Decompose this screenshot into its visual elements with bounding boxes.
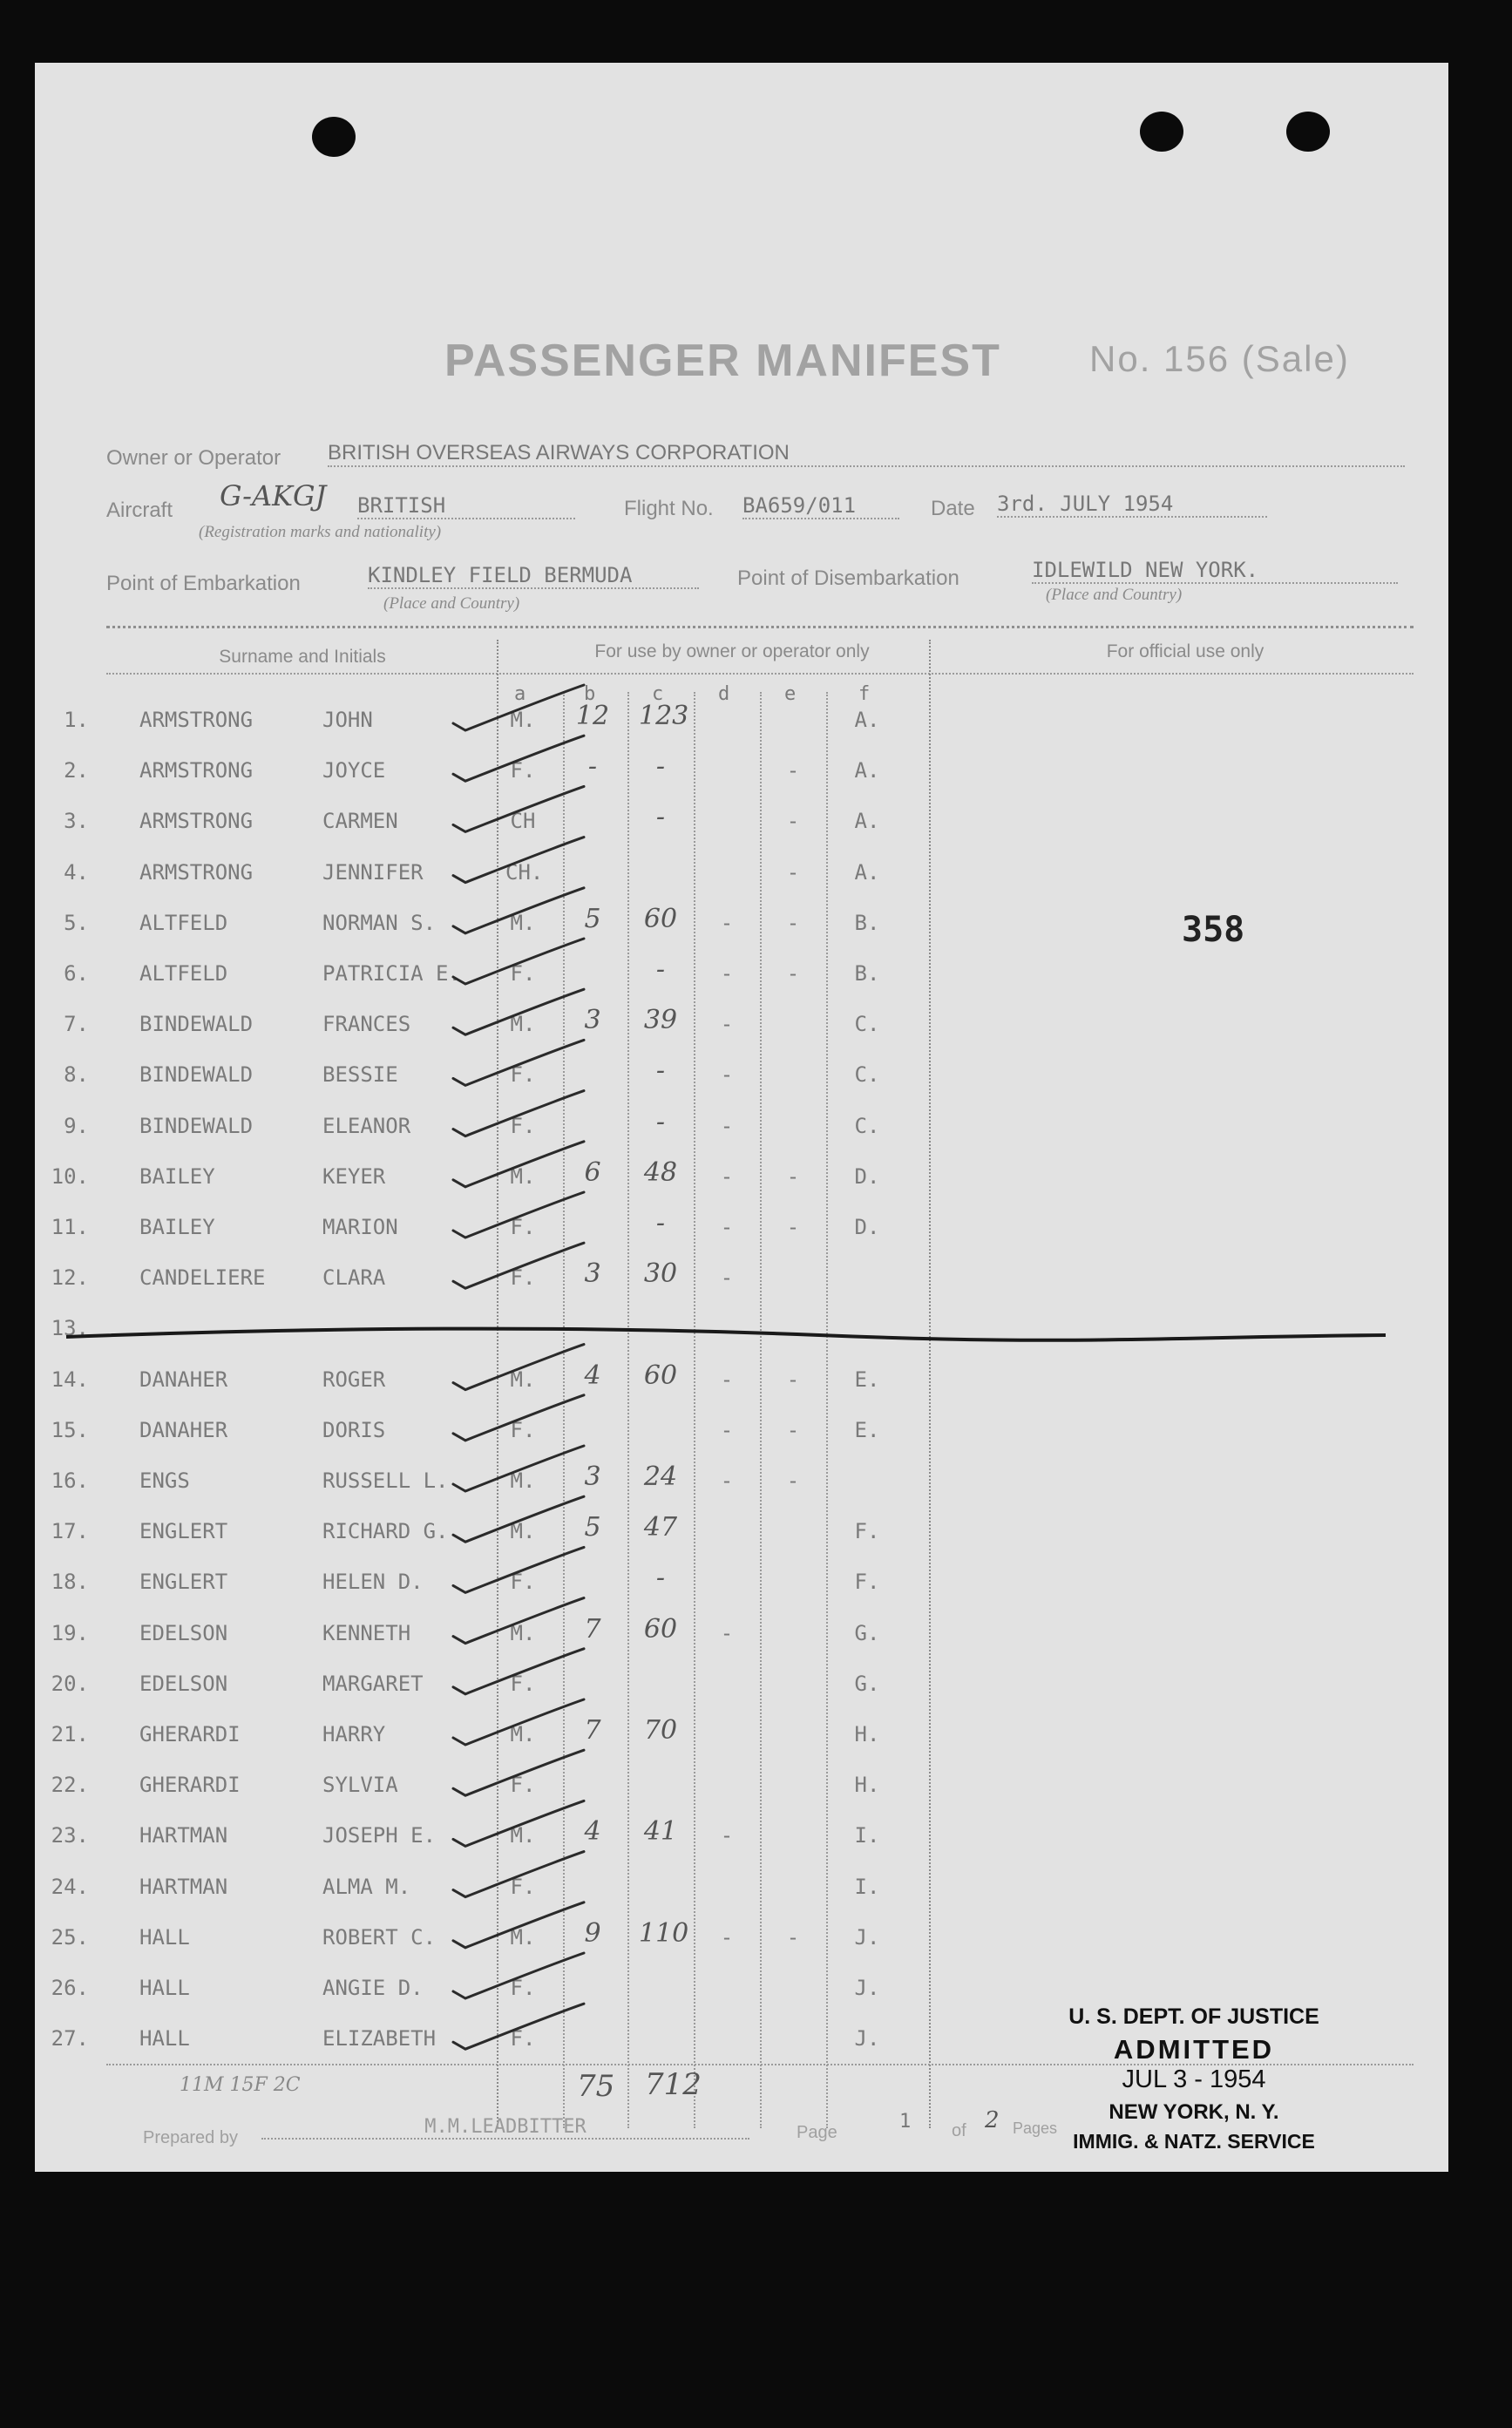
row-d: - <box>720 1468 734 1493</box>
row-a: F. <box>510 1062 536 1088</box>
row-b: 6 <box>584 1156 601 1188</box>
check-mark <box>453 1852 584 1897</box>
flight-label: Flight No. <box>624 497 714 520</box>
row-d: - <box>720 910 734 935</box>
check-mark <box>453 989 584 1037</box>
row-surname: HALL <box>139 2026 190 2052</box>
owner-label: Owner or Operator <box>106 446 281 470</box>
row-f: I. <box>854 1874 880 1899</box>
row-n: 23. <box>51 1823 89 1848</box>
column-header-owner: For use by owner or operator only <box>594 641 870 661</box>
row-n: 14. <box>51 1367 89 1392</box>
stamp-location: NEW YORK, N. Y. <box>1109 2100 1279 2124</box>
row-surname: ARMSTRONG <box>139 859 254 885</box>
row-given: ELEANOR <box>322 1113 411 1138</box>
row-f: H. <box>854 1722 880 1746</box>
row-f: B. <box>854 910 880 935</box>
date-label: Date <box>931 497 975 520</box>
row-a: F. <box>510 1113 536 1138</box>
row-a: CH <box>510 809 536 834</box>
row-f: J. <box>854 2026 880 2052</box>
row-b: 3 <box>584 1258 601 1290</box>
check-mark <box>453 736 584 781</box>
row-n: 9. <box>64 1113 89 1138</box>
row-given: HELEN D. <box>322 1570 424 1595</box>
row-n: 11. <box>51 1215 89 1239</box>
row-surname: ARMSTRONG <box>139 708 254 732</box>
row-a: F. <box>510 1215 536 1239</box>
row-c: - <box>655 1106 666 1137</box>
row-a: M. <box>510 1620 536 1645</box>
row-b: 4 <box>584 1816 601 1848</box>
row-n: 17. <box>51 1519 89 1544</box>
of-label: of <box>952 2121 966 2140</box>
row-a: F. <box>510 1874 536 1899</box>
row-given: MARGARET <box>322 1671 424 1696</box>
aircraft-nationality: BRITISH <box>357 493 575 519</box>
check-mark <box>453 1496 584 1542</box>
row-surname: ARMSTRONG <box>139 758 254 783</box>
row-b: 3 <box>584 1005 601 1036</box>
row-f: H. <box>854 1773 880 1798</box>
row-surname: BINDEWALD <box>139 1062 254 1088</box>
row-surname: ALTFELD <box>139 910 228 935</box>
row-f: A. <box>854 809 880 834</box>
row-a: M. <box>510 1519 536 1544</box>
row-n: 21. <box>51 1722 89 1746</box>
prepared-by-value: M.M.LEADBITTER <box>261 2116 749 2140</box>
row-d: - <box>720 1265 734 1291</box>
prepared-by-label: Prepared by <box>143 2128 238 2147</box>
page-total: 2 <box>985 2107 1000 2133</box>
row-a: F. <box>510 1417 536 1442</box>
row-c: 123 <box>639 701 689 731</box>
row-d: - <box>720 1215 734 1239</box>
row-b: 3 <box>584 1462 601 1492</box>
admitted-stamp <box>1037 2004 1351 2179</box>
check-mark <box>453 939 584 984</box>
page-label: Page <box>797 2123 837 2142</box>
row-a: F. <box>510 1570 536 1595</box>
row-c: 70 <box>643 1715 678 1746</box>
row-given: NORMAN S. <box>322 910 437 935</box>
check-mark <box>453 1598 584 1644</box>
check-mark <box>453 2004 584 2052</box>
row-f: D. <box>854 1163 880 1189</box>
row-given: RICHARD G. <box>322 1519 449 1544</box>
check-mark <box>453 1040 584 1088</box>
row-a: F. <box>510 1976 536 2000</box>
row-a: M. <box>510 1823 536 1848</box>
row-n: 26. <box>51 1976 89 2000</box>
check-mark <box>453 1243 584 1291</box>
stamp-date: JUL 3 - 1954 <box>1122 2065 1266 2093</box>
manifest-page <box>35 63 1448 2172</box>
row-n: 4. <box>64 859 89 885</box>
row-given: DORIS <box>322 1417 386 1442</box>
row-given: CLARA <box>322 1265 386 1291</box>
row-e: - <box>786 859 800 885</box>
aircraft-registration: G-AKGJ <box>220 479 327 512</box>
sub-column-letter: d <box>718 683 730 705</box>
embarkation-label: Point of Embarkation <box>106 572 301 595</box>
row-given: JOYCE <box>322 758 386 783</box>
row-a: M. <box>510 1367 536 1392</box>
row-surname: EDELSON <box>139 1671 228 1696</box>
row-n: 3. <box>64 809 89 834</box>
check-mark <box>453 888 584 933</box>
sub-column-letter: b <box>584 683 596 705</box>
row-given: JENNIFER <box>322 859 424 885</box>
column-header-names: Surname and Initials <box>219 647 386 667</box>
check-mark <box>453 786 584 834</box>
stamp-status: ADMITTED <box>1113 2034 1275 2065</box>
row-surname: DANAHER <box>139 1417 228 1442</box>
row-given: KENNETH <box>322 1620 411 1645</box>
row-d: - <box>720 1620 734 1645</box>
row-c: - <box>655 751 666 783</box>
check-mark <box>453 1750 584 1798</box>
row-n: 12. <box>51 1265 89 1291</box>
sub-column-letter: f <box>858 683 871 705</box>
row-a: M. <box>510 1722 536 1746</box>
column-header-official: For official use only <box>1106 641 1265 661</box>
row-surname: BAILEY <box>139 1163 215 1189</box>
stamp-service: IMMIG. & NATZ. SERVICE <box>1073 2130 1315 2153</box>
total-b: 75 <box>577 2069 615 2104</box>
row-f: C. <box>854 1113 880 1138</box>
sub-column-letter: c <box>652 683 664 705</box>
row-b: 5 <box>584 903 601 934</box>
embarkation-value: KINDLEY FIELD BERMUDA <box>368 563 699 589</box>
row-c: - <box>655 1563 666 1594</box>
row-surname: DANAHER <box>139 1367 228 1392</box>
disembarkation-value: IDLEWILD NEW YORK. <box>1032 558 1398 584</box>
row-b: 4 <box>584 1360 601 1391</box>
row-surname: GHERARDI <box>139 1773 241 1798</box>
row-a: M. <box>510 1924 536 1950</box>
check-mark <box>453 685 584 730</box>
manifest-number: No. 156 (Sale) <box>1089 338 1350 379</box>
row-surname: HALL <box>139 1924 190 1950</box>
check-mark <box>453 1699 584 1745</box>
check-mark <box>453 1547 584 1595</box>
row-n: 22. <box>51 1773 89 1798</box>
row-c: 24 <box>643 1462 678 1492</box>
row-given: JOSEPH E. <box>322 1823 437 1848</box>
row-a: F. <box>510 758 536 783</box>
row-n: 10. <box>51 1163 89 1189</box>
row-c: 60 <box>643 1360 678 1391</box>
row-b: 7 <box>584 1715 601 1746</box>
official-use-note: 358 <box>1182 910 1245 950</box>
row-f: F. <box>854 1570 880 1595</box>
row-n: 20. <box>51 1671 89 1696</box>
row-f: I. <box>854 1823 880 1848</box>
check-mark <box>453 1192 584 1238</box>
row-b: 7 <box>584 1613 601 1645</box>
row-f: J. <box>854 1924 880 1950</box>
row-d: - <box>720 1062 734 1088</box>
row-surname: EDELSON <box>139 1620 228 1645</box>
owner-value: BRITISH OVERSEAS AIRWAYS CORPORATION <box>328 441 1405 467</box>
row-d: - <box>720 961 734 986</box>
row-surname: BINDEWALD <box>139 1012 254 1037</box>
row-c: - <box>655 802 666 833</box>
page-number: 1 <box>899 2111 912 2133</box>
row-a: M. <box>510 1012 536 1037</box>
row-n: 27. <box>51 2026 89 2052</box>
row-c: 110 <box>639 1917 689 1949</box>
row-e: - <box>786 1417 800 1442</box>
check-mark <box>453 1142 584 1187</box>
row-e: - <box>786 961 800 986</box>
total-c: 712 <box>645 2067 702 2102</box>
check-mark <box>453 1446 584 1491</box>
row-c: 41 <box>643 1816 678 1848</box>
row-given: ROBERT C. <box>322 1924 437 1950</box>
row-d: - <box>720 1113 734 1138</box>
row-surname: ENGLERT <box>139 1519 228 1544</box>
row-n: 7. <box>64 1012 89 1037</box>
row-given: KEYER <box>322 1163 386 1189</box>
row-e: - <box>786 809 800 834</box>
row-given: RUSSELL L. <box>322 1468 449 1493</box>
row-c: 39 <box>643 1005 678 1036</box>
row-e: - <box>786 1468 800 1493</box>
row-a: F. <box>510 1773 536 1798</box>
row-surname: ENGLERT <box>139 1570 228 1595</box>
row-given: ANGIE D. <box>322 1976 424 2000</box>
row-e: - <box>786 1163 800 1189</box>
row-surname: GHERARDI <box>139 1722 241 1746</box>
row-c: 60 <box>643 903 678 934</box>
row-given: FRANCES <box>322 1012 411 1037</box>
row-f: G. <box>854 1671 880 1696</box>
check-mark <box>453 1345 584 1390</box>
row-c: 47 <box>643 1512 678 1543</box>
row-b: - <box>587 751 598 783</box>
row-a: F. <box>510 1265 536 1291</box>
row-given: BESSIE <box>322 1062 398 1088</box>
row-f: A. <box>854 859 880 885</box>
row-surname: ENGS <box>139 1468 190 1493</box>
row-given: MARION <box>322 1215 398 1239</box>
row-given: ROGER <box>322 1367 386 1392</box>
row-b: 9 <box>584 1917 601 1949</box>
row-n: 24. <box>51 1874 89 1899</box>
row-surname: HARTMAN <box>139 1823 228 1848</box>
row-surname: ARMSTRONG <box>139 809 254 834</box>
row-f: D. <box>854 1215 880 1239</box>
row-a: F. <box>510 2026 536 2052</box>
check-mark <box>453 838 584 883</box>
row-surname: BINDEWALD <box>139 1113 254 1138</box>
row-a: F. <box>510 1671 536 1696</box>
aircraft-sublabel: (Registration marks and nationality) <box>199 523 442 541</box>
check-mark <box>453 1649 584 1694</box>
check-mark <box>453 1902 584 1948</box>
row-f: C. <box>854 1012 880 1037</box>
row-d: - <box>720 1012 734 1037</box>
row-f: C. <box>854 1062 880 1088</box>
row-given: PATRICIA E. <box>322 961 461 986</box>
row-n: 15. <box>51 1417 89 1442</box>
row-c: - <box>655 1055 666 1087</box>
row-a: M. <box>510 708 536 732</box>
row-f: A. <box>854 758 880 783</box>
row-f: F. <box>854 1519 880 1544</box>
row-surname: ALTFELD <box>139 961 228 986</box>
flight-number: BA659/011 <box>742 493 899 519</box>
row-f: E. <box>854 1367 880 1392</box>
row-c: 48 <box>643 1156 678 1188</box>
row-given: JOHN <box>322 708 373 732</box>
check-mark <box>453 1953 584 1998</box>
row-f: G. <box>854 1620 880 1645</box>
row-c: 60 <box>643 1613 678 1645</box>
sub-column-letter: a <box>514 683 526 705</box>
row-d: - <box>720 1823 734 1848</box>
page-title: PASSENGER MANIFEST <box>444 336 1001 386</box>
row-given: ELIZABETH <box>322 2026 437 2052</box>
row-given: HARRY <box>322 1722 386 1746</box>
row-n: 8. <box>64 1062 89 1088</box>
row-n: 13. <box>51 1316 89 1341</box>
check-mark <box>453 1091 584 1136</box>
disembarkation-label: Point of Disembarkation <box>737 566 959 590</box>
stamp-agency: U. S. DEPT. OF JUSTICE <box>1068 2004 1319 2029</box>
row-d: - <box>720 1367 734 1392</box>
disembarkation-sublabel: (Place and Country) <box>1046 586 1183 604</box>
row-given: ALMA M. <box>322 1874 411 1899</box>
row-d: - <box>720 1417 734 1442</box>
row-d: - <box>720 1163 734 1189</box>
row-c: 30 <box>643 1258 678 1290</box>
row-a: F. <box>510 961 536 986</box>
row-surname: HARTMAN <box>139 1874 228 1899</box>
row-b: 12 <box>575 701 610 731</box>
row-f: B. <box>854 961 880 986</box>
row-a: M. <box>510 1163 536 1189</box>
pages-label: Pages <box>1013 2119 1058 2137</box>
row-e: - <box>786 1924 800 1950</box>
row-e: - <box>786 910 800 935</box>
row-c: - <box>655 954 666 985</box>
row-a: M. <box>510 910 536 935</box>
row-n: 25. <box>51 1924 89 1950</box>
row-n: 2. <box>64 758 89 783</box>
handwritten-count-note: 11M 15F 2C <box>180 2074 301 2096</box>
row-f: E. <box>854 1417 880 1442</box>
embarkation-sublabel: (Place and Country) <box>383 594 520 613</box>
row-n: 16. <box>51 1468 89 1493</box>
row-given: SYLVIA <box>322 1773 398 1798</box>
row-n: 19. <box>51 1620 89 1645</box>
row-surname: BAILEY <box>139 1215 215 1239</box>
row-e: - <box>786 758 800 783</box>
row-given: CARMEN <box>322 809 398 834</box>
row-d: - <box>720 1924 734 1950</box>
date-value: 3rd. JULY 1954 <box>997 492 1267 518</box>
row-a: CH. <box>505 859 544 885</box>
row-n: 18. <box>51 1570 89 1595</box>
check-mark <box>453 1395 584 1441</box>
handwritten-marks <box>35 63 1448 2172</box>
row-e: - <box>786 1215 800 1239</box>
row-b: 5 <box>584 1512 601 1543</box>
row-e: - <box>786 1367 800 1392</box>
row-c: - <box>655 1208 666 1238</box>
row-a: M. <box>510 1468 536 1493</box>
aircraft-label: Aircraft <box>106 498 173 522</box>
row-surname: HALL <box>139 1976 190 2000</box>
row-f: A. <box>854 708 880 732</box>
row-n: 1. <box>64 708 89 732</box>
row-n: 5. <box>64 910 89 935</box>
sub-column-letter: e <box>784 683 797 705</box>
strike-through-line <box>66 1329 1386 1340</box>
row-n: 6. <box>64 961 89 986</box>
check-mark <box>453 1801 584 1846</box>
row-surname: CANDELIERE <box>139 1265 266 1291</box>
row-f: J. <box>854 1976 880 2000</box>
